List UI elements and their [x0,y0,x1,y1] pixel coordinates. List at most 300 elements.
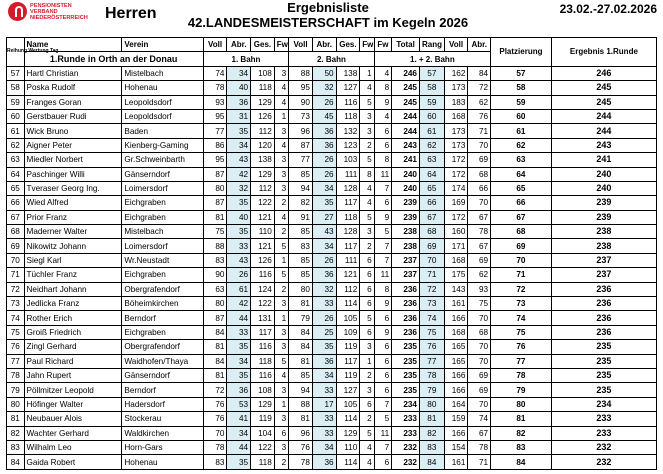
cell-ges-2: 132 [336,124,360,138]
cell-fw-1: 3 [274,340,288,354]
cell-fw-2: 5 [360,210,374,224]
cell-verein: Wr.Neustadt [122,253,203,267]
cell-abr-2: 36 [312,124,336,138]
cell-rang: 76 [419,340,444,354]
cell-reihung: 78 [7,368,25,382]
cell-fw-2: 4 [360,440,374,454]
cell-ergebnis: 239 [551,196,656,210]
logo [6,2,116,24]
cell-abr-total: 70 [468,311,491,325]
cell-name: Gaida Robert [24,455,122,469]
cell-verein: Hohenau [122,455,203,469]
cell-verein: Böheimkirchen [122,297,203,311]
event-dates: 23.02.-27.02.2026 [559,2,657,16]
cell-verein: Leopoldsdorf [122,95,203,109]
cell-voll-1: 83 [203,253,227,267]
cell-ergebnis: 240 [551,181,656,195]
cell-fw-total: 6 [374,340,392,354]
cell-fw-2: 6 [360,268,374,282]
cell-platzierung: 72 [491,282,552,296]
cell-abr-1: 44 [227,440,251,454]
cell-total: 239 [392,210,420,224]
cell-reihung: 72 [7,282,25,296]
cell-total: 236 [392,297,420,311]
bahn12-label: 1. + 2. Bahn [374,52,490,66]
cell-fw-1: 2 [274,455,288,469]
cell-abr-2: 36 [312,455,336,469]
cell-ges-1: 116 [251,340,275,354]
cell-voll-1: 93 [203,95,227,109]
cell-platzierung: 77 [491,354,552,368]
cell-name: Maderner Walter [24,225,122,239]
cell-voll-1: 81 [203,340,227,354]
cell-voll-2: 87 [289,138,313,152]
cell-abr-1: 42 [227,297,251,311]
col-voll-total: Voll [444,38,468,52]
cell-abr-1: 41 [227,412,251,426]
cell-fw-1: 3 [274,124,288,138]
cell-voll-2: 78 [289,455,313,469]
cell-reihung: 66 [7,196,25,210]
cell-reihung: 73 [7,297,25,311]
cell-ergebnis: 232 [551,455,656,469]
cell-voll-2: 85 [289,253,313,267]
cell-voll-2: 95 [289,81,313,95]
cell-abr-1: 36 [227,95,251,109]
cell-rang: 63 [419,153,444,167]
cell-platzierung: 83 [491,440,552,454]
cell-abr-total: 78 [468,440,491,454]
table-row [7,311,657,325]
cell-name: Jahn Rupert [24,368,122,382]
cell-voll-1: 90 [203,268,227,282]
cell-rang: 73 [419,297,444,311]
results-body [7,66,657,469]
table-row [7,95,657,109]
cell-platzierung: 65 [491,181,552,195]
cell-fw-1: 2 [274,196,288,210]
cell-platzierung: 80 [491,397,552,411]
cell-fw-1: 1 [274,109,288,123]
cell-abr-1: 43 [227,153,251,167]
cell-rang: 60 [419,109,444,123]
cell-ges-1: 129 [251,397,275,411]
cell-fw-2: 2 [360,368,374,382]
cell-reihung: 61 [7,124,25,138]
cell-ergebnis: 239 [551,210,656,224]
cell-platzierung: 71 [491,268,552,282]
cell-platzierung: 57 [491,66,552,80]
cell-abr-total: 70 [468,397,491,411]
col-name: Name [24,38,122,52]
cell-fw-2: 2 [360,412,374,426]
cell-voll-total: 166 [444,383,468,397]
cell-ges-2: 127 [336,383,360,397]
cell-ges-2: 119 [336,340,360,354]
cell-abr-2: 26 [312,311,336,325]
cell-total: 241 [392,153,420,167]
cell-fw-total: 6 [374,383,392,397]
col-total: Total [392,38,420,52]
cell-platzierung: 69 [491,239,552,253]
cell-abr-1: 34 [227,426,251,440]
cell-fw-total: 9 [374,210,392,224]
cell-fw-total: 7 [374,440,392,454]
cell-abr-1: 44 [227,311,251,325]
cell-platzierung: 68 [491,225,552,239]
cell-ges-1: 116 [251,268,275,282]
cell-voll-2: 85 [289,368,313,382]
cell-abr-total: 66 [468,181,491,195]
cell-rang: 61 [419,124,444,138]
cell-ergebnis: 243 [551,138,656,152]
cell-fw-total: 5 [374,412,392,426]
cell-ergebnis: 233 [551,426,656,440]
col-voll-2: Voll [289,38,313,52]
cell-voll-2: 91 [289,210,313,224]
cell-verein: Gr.Schweinbarth [122,153,203,167]
cell-ergebnis: 235 [551,354,656,368]
col-abr-1: Abr. [227,38,251,52]
cell-fw-1: 4 [274,95,288,109]
cell-ges-2: 110 [336,440,360,454]
cell-voll-1: 70 [203,426,227,440]
cell-fw-total: 7 [374,239,392,253]
cell-reihung: 60 [7,109,25,123]
cell-abr-total: 70 [468,340,491,354]
cell-abr-total: 68 [468,325,491,339]
cell-voll-2: 81 [289,412,313,426]
cell-reihung: 83 [7,440,25,454]
table-row [7,397,657,411]
cell-abr-total: 62 [468,268,491,282]
cell-fw-2: 5 [360,426,374,440]
cell-abr-1: 36 [227,383,251,397]
cell-platzierung: 62 [491,138,552,152]
cell-voll-1: 87 [203,311,227,325]
table-row [7,368,657,382]
cell-ges-2: 116 [336,95,360,109]
cell-ges-2: 112 [336,282,360,296]
cell-ges-1: 121 [251,210,275,224]
cell-voll-total: 172 [444,153,468,167]
cell-abr-1: 32 [227,181,251,195]
cell-total: 246 [392,66,420,80]
cell-reihung: 75 [7,325,25,339]
table-row [7,124,657,138]
cell-fw-1: 4 [274,210,288,224]
cell-voll-1: 76 [203,397,227,411]
cell-abr-total: 67 [468,210,491,224]
cell-voll-1: 84 [203,354,227,368]
results-table [6,37,657,470]
cell-reihung: 82 [7,426,25,440]
cell-abr-2: 45 [312,109,336,123]
cell-abr-2: 34 [312,181,336,195]
cell-voll-2: 82 [289,196,313,210]
cell-fw-2: 4 [360,455,374,469]
cell-verein: Hadersdorf [122,397,203,411]
cell-abr-2: 32 [312,81,336,95]
cell-abr-2: 33 [312,297,336,311]
cell-fw-total: 6 [374,455,392,469]
table-row [7,282,657,296]
cell-platzierung: 74 [491,311,552,325]
cell-ges-2: 114 [336,412,360,426]
cell-ges-1: 108 [251,66,275,80]
cell-ergebnis: 236 [551,282,656,296]
cell-voll-1: 76 [203,412,227,426]
bahn2-label: 2. Bahn [289,52,374,66]
cell-voll-2: 84 [289,340,313,354]
page-subtitle: 42.LANDESMEISTERSCHAFT im Kegeln 2026 [187,15,469,30]
cell-fw-total: 6 [374,138,392,152]
cell-ges-2: 109 [336,325,360,339]
cell-fw-2: 3 [360,383,374,397]
cell-ergebnis: 237 [551,253,656,267]
cell-total: 245 [392,95,420,109]
cell-voll-1: 95 [203,109,227,123]
cell-ges-2: 119 [336,368,360,382]
cell-ges-1: 119 [251,412,275,426]
cell-rang: 58 [419,81,444,95]
cell-platzierung: 64 [491,167,552,181]
cell-total: 234 [392,397,420,411]
cell-fw-total: 6 [374,368,392,382]
cell-ergebnis: 244 [551,124,656,138]
table-row [7,455,657,469]
cell-fw-2: 3 [360,225,374,239]
cell-rang: 67 [419,210,444,224]
logo-text: PENSIONISTEN VERBAND NIEDERÖSTERREICH [30,3,88,21]
cell-ges-1: 138 [251,153,275,167]
cell-voll-total: 165 [444,340,468,354]
cell-fw-1: 3 [274,412,288,426]
cell-voll-total: 172 [444,167,468,181]
cell-ges-2: 105 [336,397,360,411]
cell-voll-2: 94 [289,383,313,397]
cell-reihung: 84 [7,455,25,469]
cell-reihung: 76 [7,340,25,354]
round-label: 1.Runde in Orth an der Donau [24,52,203,66]
table-row [7,253,657,267]
cell-reihung: 71 [7,268,25,282]
cell-fw-2: 6 [360,253,374,267]
cell-name: Wied Alfred [24,196,122,210]
cell-abr-1: 35 [227,455,251,469]
cell-name: Franges Goran [24,95,122,109]
cell-fw-total: 6 [374,354,392,368]
cell-ges-1: 118 [251,81,275,95]
cell-total: 239 [392,196,420,210]
cell-total: 235 [392,340,420,354]
cell-name: Poska Rudolf [24,81,122,95]
cell-ges-1: 120 [251,138,275,152]
cell-voll-2: 80 [289,282,313,296]
cell-total: 233 [392,412,420,426]
cell-voll-2: 88 [289,397,313,411]
cell-abr-1: 35 [227,340,251,354]
cell-voll-2: 96 [289,426,313,440]
cell-abr-1: 34 [227,354,251,368]
cell-total: 245 [392,81,420,95]
cell-ges-2: 117 [336,196,360,210]
cell-fw-2: 1 [360,354,374,368]
cell-abr-1: 40 [227,81,251,95]
cell-abr-2: 26 [312,167,336,181]
col-ergebnis: Ergebnis 1.Runde [551,38,656,67]
cell-abr-1: 33 [227,239,251,253]
cell-total: 236 [392,325,420,339]
table-row [7,412,657,426]
col-fw-2: Fw [360,38,374,52]
cell-verein: Berndorf [122,383,203,397]
cell-abr-total: 72 [468,81,491,95]
cell-total: 236 [392,311,420,325]
cell-ges-2: 118 [336,109,360,123]
cell-name: Aigner Peter [24,138,122,152]
cell-voll-1: 83 [203,455,227,469]
table-row [7,225,657,239]
cell-voll-2: 77 [289,153,313,167]
cell-fw-2: 6 [360,397,374,411]
cell-ges-1: 108 [251,383,275,397]
cell-fw-1: 3 [274,325,288,339]
cell-voll-total: 168 [444,325,468,339]
cell-ges-2: 127 [336,81,360,95]
cell-abr-2: 35 [312,340,336,354]
cell-verein: Stockerau [122,412,203,426]
cell-voll-total: 160 [444,225,468,239]
cell-ges-2: 103 [336,153,360,167]
cell-verein: Loimersdorf [122,239,203,253]
cell-fw-total: 8 [374,81,392,95]
cell-abr-total: 62 [468,95,491,109]
cell-reihung: 74 [7,311,25,325]
cell-abr-2: 34 [312,239,336,253]
cell-abr-total: 78 [468,225,491,239]
cell-voll-total: 162 [444,66,468,80]
cell-voll-1: 88 [203,239,227,253]
table-row [7,181,657,195]
cell-abr-2: 27 [312,210,336,224]
cell-name: Paul Richard [24,354,122,368]
cell-fw-2: 6 [360,325,374,339]
cell-name: Zingl Gerhard [24,340,122,354]
cell-voll-total: 173 [444,138,468,152]
cell-reihung: 77 [7,354,25,368]
cell-ergebnis: 234 [551,397,656,411]
table-row [7,239,657,253]
cell-voll-1: 74 [203,66,227,80]
cell-voll-2: 73 [289,109,313,123]
cell-fw-1: 3 [274,181,288,195]
cell-abr-total: 69 [468,383,491,397]
cell-abr-2: 36 [312,268,336,282]
cell-rang: 70 [419,253,444,267]
cell-ges-2: 138 [336,66,360,80]
logo-icon [8,2,27,21]
cell-fw-1: 3 [274,383,288,397]
table-row [7,354,657,368]
cell-platzierung: 66 [491,196,552,210]
cell-abr-2: 33 [312,383,336,397]
table-row [7,167,657,181]
cell-reihung: 65 [7,181,25,195]
table-row [7,196,657,210]
cell-voll-total: 172 [444,210,468,224]
cell-ges-1: 110 [251,225,275,239]
cell-abr-1: 34 [227,138,251,152]
table-row [7,340,657,354]
cell-fw-total: 11 [374,167,392,181]
cell-verein: Leopoldsdorf [122,109,203,123]
cell-ergebnis: 246 [551,66,656,80]
cell-fw-total: 7 [374,397,392,411]
cell-total: 235 [392,354,420,368]
cell-ergebnis: 235 [551,340,656,354]
cell-voll-2: 88 [289,66,313,80]
cell-ges-2: 118 [336,210,360,224]
cell-abr-1: 34 [227,66,251,80]
cell-ges-1: 112 [251,124,275,138]
cell-fw-total: 8 [374,153,392,167]
cell-fw-1: 2 [274,282,288,296]
cell-abr-total: 76 [468,109,491,123]
cell-voll-total: 174 [444,181,468,195]
cell-ergebnis: 244 [551,109,656,123]
cell-voll-1: 87 [203,196,227,210]
cell-voll-1: 78 [203,440,227,454]
cell-platzierung: 63 [491,153,552,167]
cell-abr-total: 93 [468,282,491,296]
cell-reihung: 59 [7,95,25,109]
cell-ges-1: 122 [251,196,275,210]
cell-abr-1: 35 [227,196,251,210]
cell-ergebnis: 236 [551,297,656,311]
table-row [7,66,657,80]
cell-ges-1: 124 [251,282,275,296]
table-row [7,138,657,152]
cell-rang: 71 [419,268,444,282]
cell-name: Tüchler Franz [24,268,122,282]
cell-ges-1: 117 [251,325,275,339]
cell-ges-2: 128 [336,225,360,239]
cell-voll-2: 90 [289,95,313,109]
cell-fw-2: 5 [360,95,374,109]
cell-abr-total: 68 [468,167,491,181]
cell-ges-2: 105 [336,311,360,325]
cell-rang: 80 [419,397,444,411]
cell-fw-total: 11 [374,268,392,282]
cell-verein: Hohenau [122,81,203,95]
cell-name: Wachter Gerhard [24,426,122,440]
cell-voll-total: 164 [444,397,468,411]
cell-verein: Baden [122,124,203,138]
cell-ges-2: 121 [336,268,360,282]
cell-fw-total: 7 [374,253,392,267]
cell-voll-2: 94 [289,181,313,195]
cell-ergebnis: 245 [551,81,656,95]
cell-verein: Berndorf [122,311,203,325]
table-row [7,210,657,224]
cell-voll-2: 76 [289,440,313,454]
cell-abr-total: 70 [468,196,491,210]
cell-abr-1: 33 [227,325,251,339]
cell-abr-total: 74 [468,412,491,426]
cell-rang: 81 [419,412,444,426]
page-title: Ergebnisliste [287,0,369,15]
